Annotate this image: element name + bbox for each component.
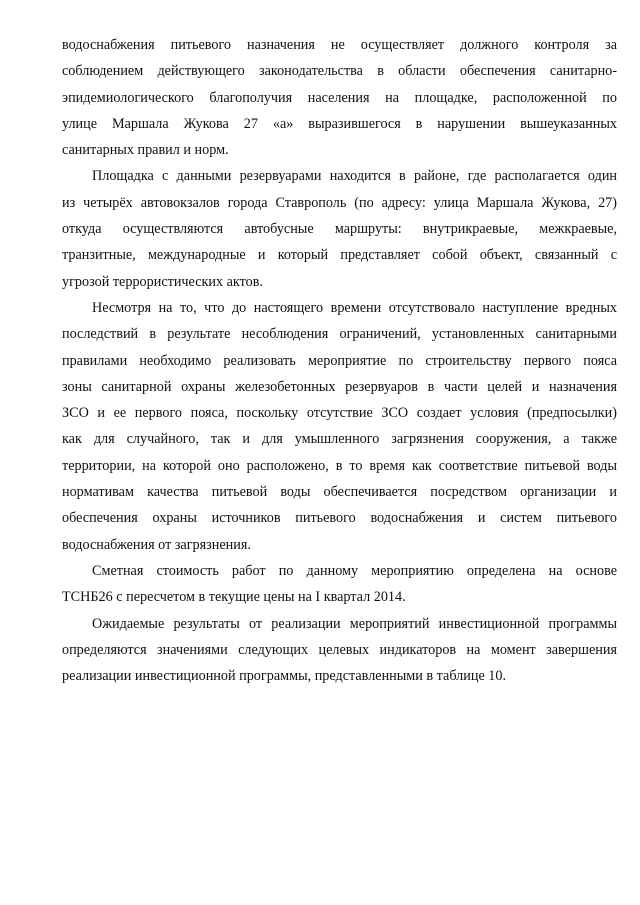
text-line: угрозой террористических актов. bbox=[62, 273, 263, 290]
paragraph-monitoring bbox=[62, 32, 617, 163]
text-line: реализации инвестиционной программы, представленными в таблице 10. bbox=[62, 668, 507, 685]
text-line: транзитные, международные и который представляет собой объект, связанный с bbox=[62, 247, 617, 264]
paragraph-site-location bbox=[62, 163, 617, 294]
document-page bbox=[62, 32, 617, 689]
text-line: водоснабжения от загрязнения. bbox=[62, 536, 251, 553]
text-line: эпидемиологического благополучия населения на площадке, расположенной по bbox=[62, 89, 617, 106]
text-line: санитарных правил и норм. bbox=[62, 142, 229, 159]
text-line: обеспечения охраны источников питьевого водоснабжения и систем питьевого bbox=[62, 510, 617, 527]
text-line: Площадка с данными резервуарами находится в районе, где располагается один bbox=[92, 168, 617, 185]
text-line: ЗСО и ее первого пояса, поскольку отсутствие ЗСО создает условия (предпосылки) bbox=[62, 405, 617, 422]
text-line: как для случайного, так и для умышленного загрязнения сооружения, а также bbox=[62, 431, 617, 448]
paragraph-sanitary-zone bbox=[62, 295, 617, 558]
text-line: Сметная стоимость работ по данному мероприятию определена на основе bbox=[92, 562, 617, 579]
text-line: последствий в результате несоблюдения ограничений, установленных санитарными bbox=[62, 326, 617, 343]
text-line: водоснабжения питьевого назначения не осуществляет должного контроля за bbox=[62, 37, 617, 53]
paragraph-expected-results bbox=[62, 611, 617, 690]
text-line: определяются значениями следующих целевых индикаторов на момент завершения bbox=[62, 641, 617, 658]
text-line: улице Маршала Жукова 27 «а» выразившегося в нарушении вышеуказанных bbox=[62, 115, 617, 132]
text-line: ТСНБ26 с пересчетом в текущие цены на I квартал 2014. bbox=[62, 589, 406, 606]
text-line: соблюдением действующего законодательства в области обеспечения санитарно- bbox=[62, 63, 617, 80]
text-line: Несмотря на то, что до настоящего времени отсутствовало наступление вредных bbox=[92, 299, 617, 316]
text-line: территории, на которой оно расположено, в то время как соответствие питьевой воды bbox=[62, 457, 617, 474]
text-line: правилами необходимо реализовать мероприятие по строительству первого пояса bbox=[62, 352, 617, 369]
text-line: из четырёх автовокзалов города Ставрополь (по адресу: улица Маршала Жукова, 27) bbox=[62, 194, 617, 211]
text-line: откуда осуществляются автобусные маршруты: внутрикраевые, межкраевые, bbox=[62, 221, 617, 238]
paragraph-estimated-cost bbox=[62, 558, 617, 611]
text-line: Ожидаемые результаты от реализации мероприятий инвестиционной программы bbox=[92, 615, 617, 632]
text-line: нормативам качества питьевой воды обеспечивается посредством организации и bbox=[62, 484, 617, 501]
text-line: зоны санитарной охраны железобетонных резервуаров в части целей и назначения bbox=[62, 378, 617, 395]
